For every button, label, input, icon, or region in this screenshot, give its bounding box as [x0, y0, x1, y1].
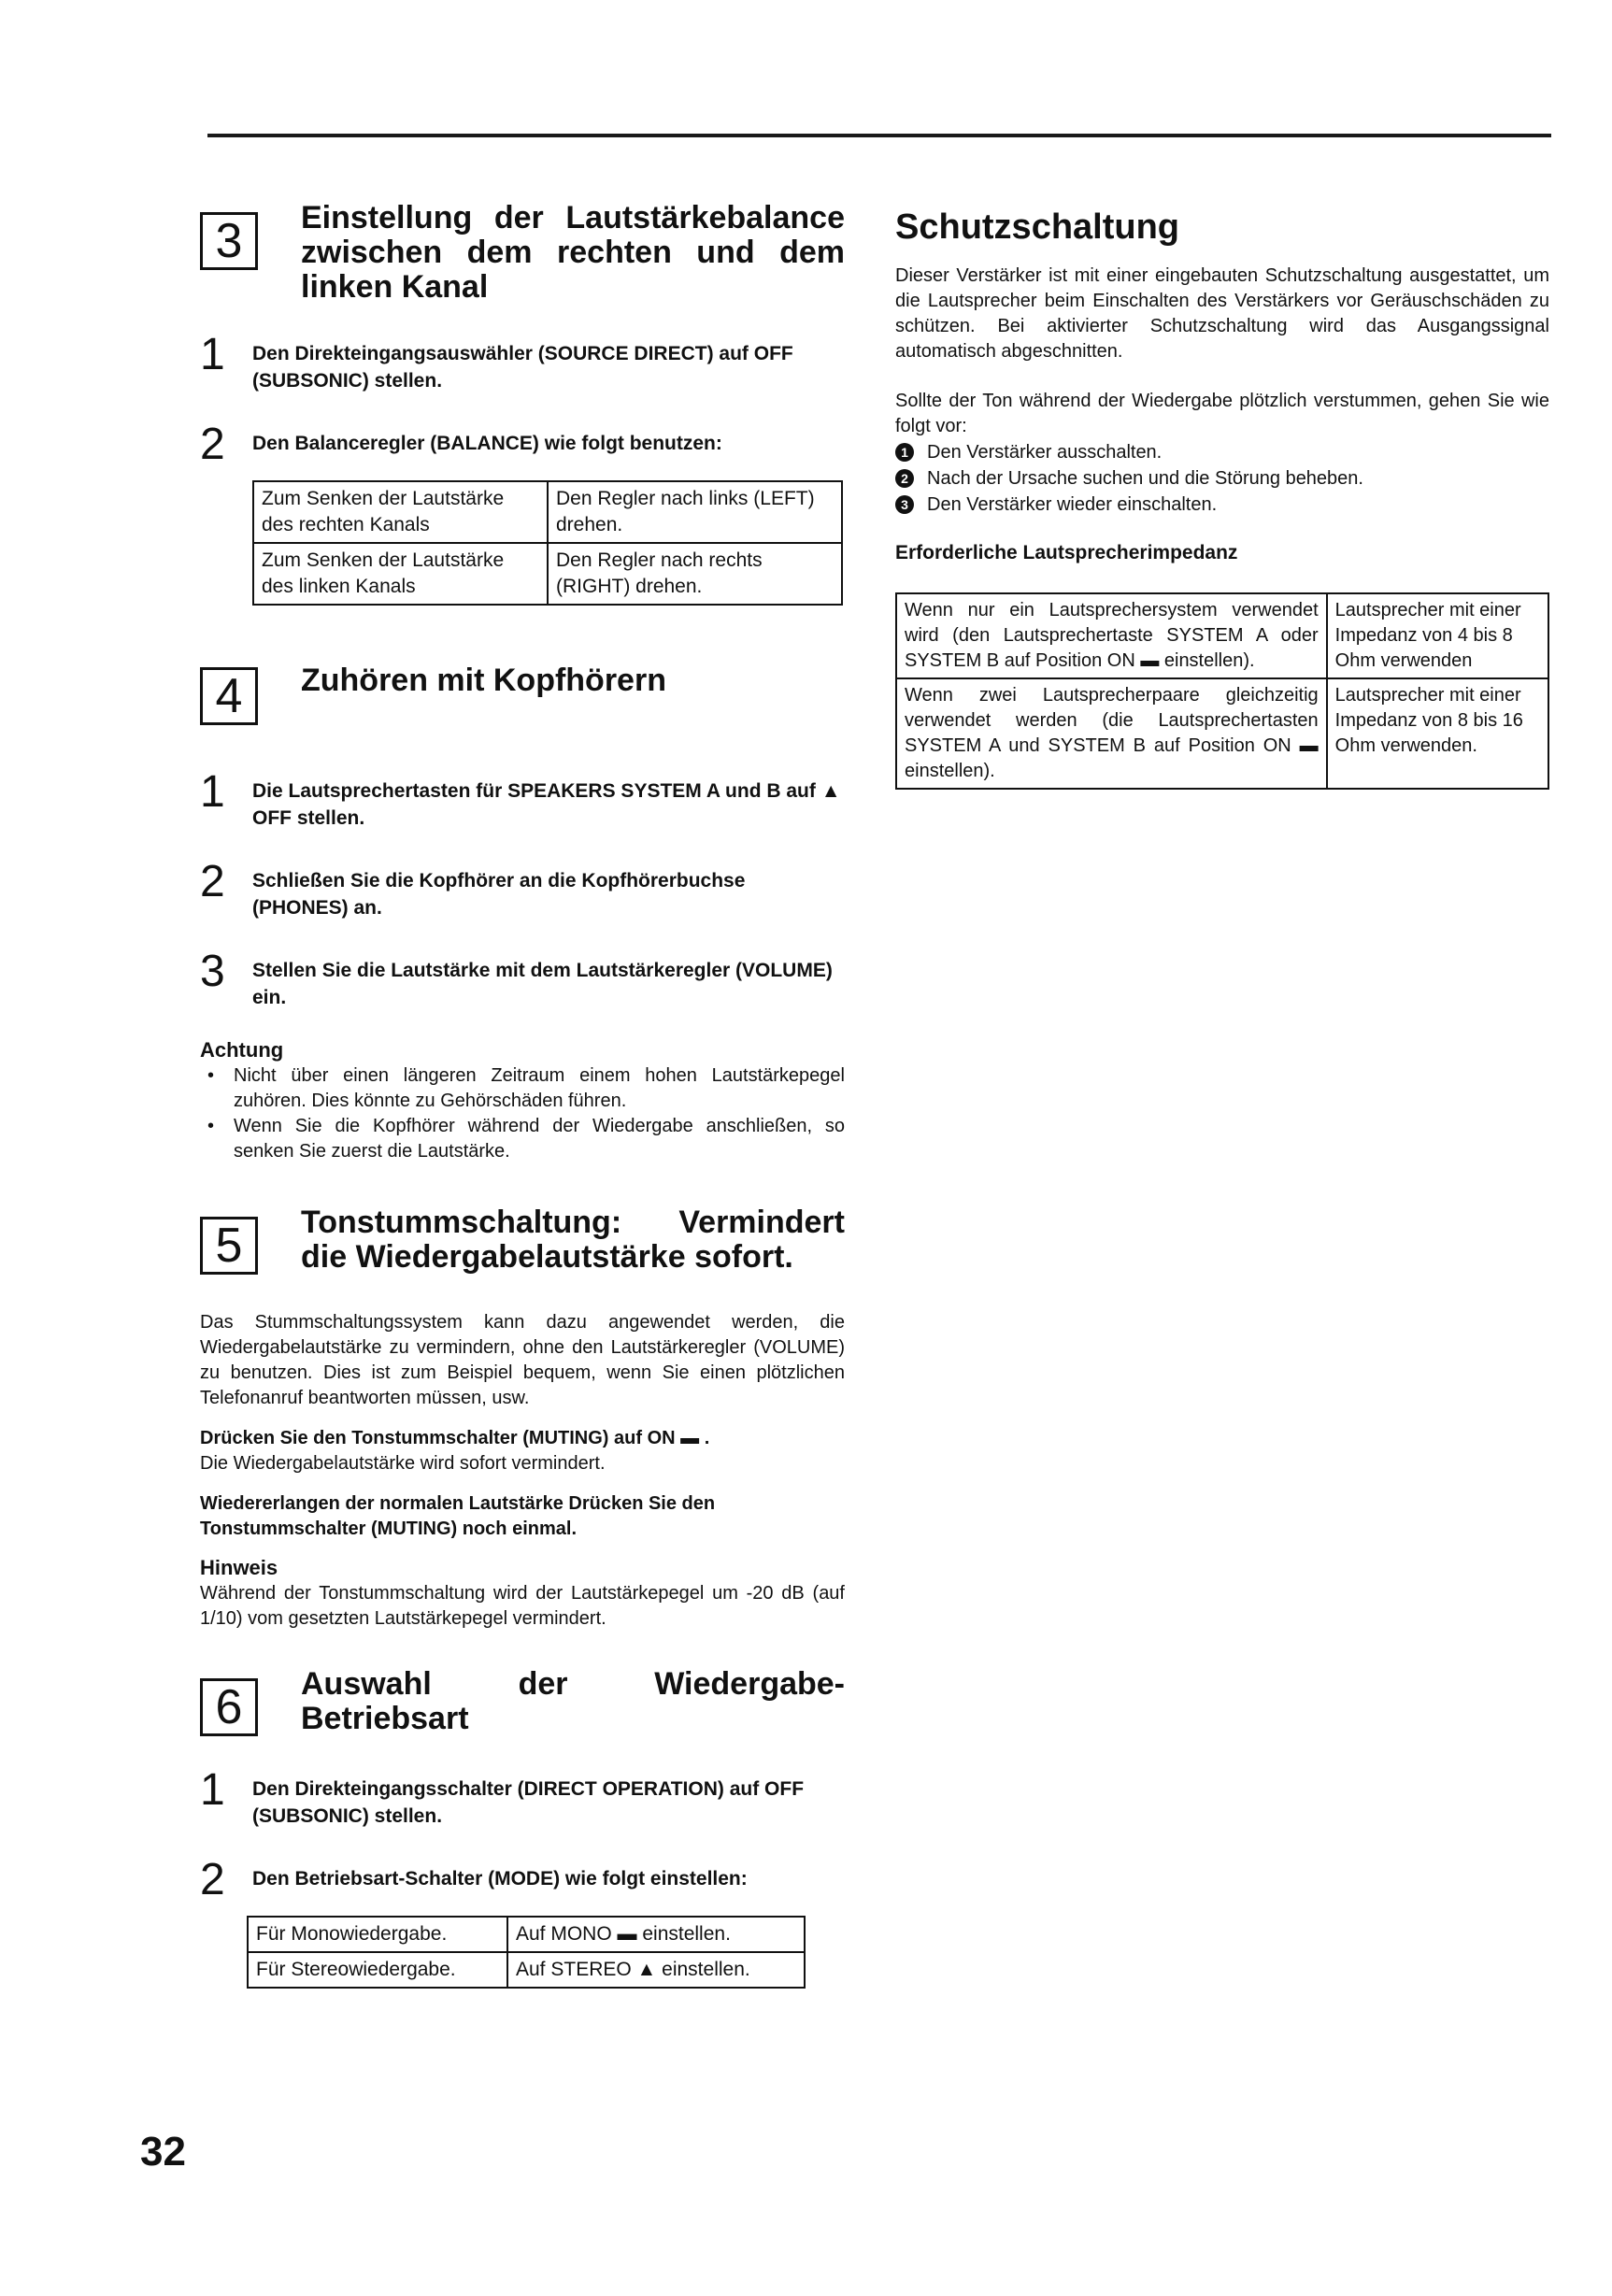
step-number: 1 [200, 330, 225, 379]
section-4-heading [200, 656, 845, 727]
step-text: Den Verstärker wieder einschalten. [927, 494, 1218, 515]
table-cell: Lautsprecher mit einer Impedanz von 4 bis 8 Ohm verwenden [1327, 593, 1548, 678]
list-item [895, 492, 1549, 518]
list-item [895, 439, 1549, 465]
section-6-heading [200, 1667, 845, 1738]
step-marker: 3 [895, 495, 914, 514]
list-item [200, 1063, 845, 1114]
table-cell: Lautsprecher mit einer Impedanz von 8 bis 16 Ohm verwenden. [1327, 678, 1548, 789]
table-cell: Zum Senken der Lautstärke des rechten Kanals [253, 481, 548, 543]
caution-label: Achtung [200, 1038, 284, 1062]
table-cell: Den Regler nach rechts (RIGHT) drehen. [548, 543, 842, 605]
impedance-label: Erforderliche Lautsprecherimpedanz [895, 542, 1238, 563]
step-text: Den Direkteingangsschalter (DIRECT OPERATION) auf OFF (SUBSONIC) stellen. [252, 1778, 805, 1827]
impedance-table [895, 592, 1549, 790]
step-number: 1 [200, 1765, 225, 1815]
table-cell: Den Regler nach links (LEFT) drehen. [548, 481, 842, 543]
section-3-title: Einstellung der Lautstärkebalance zwischen dem rechten und dem linken Kanal [301, 200, 845, 305]
step-text: Schließen Sie die Kopfhörer an die Kopfhörerbuchse (PHONES) an. [252, 870, 746, 919]
page-number: 32 [140, 2129, 186, 2175]
muting-press-result: Die Wiedergabelautstärke wird sofort vermindert. [200, 1453, 606, 1474]
section-6-title: Auswahl der Wiedergabe-Betriebsart [301, 1666, 845, 1736]
section-number-3: 3 [200, 212, 258, 270]
section-4-title: Zuhören mit Kopfhörern [301, 663, 666, 698]
section-number-6: 6 [200, 1678, 258, 1736]
balance-table [252, 480, 843, 606]
protection-if-text: Sollte der Ton während der Wiedergabe plötzlich verstummen, gehen Sie wie folgt vor: [895, 391, 1549, 436]
sec4-step-1 [200, 768, 845, 832]
step-text: Stellen Sie die Lautstärke mit dem Lautstärkeregler (VOLUME) ein. [252, 960, 833, 1008]
sec3-step-2 [200, 421, 845, 473]
table-row [253, 543, 842, 605]
section-number-4: 4 [200, 667, 258, 725]
section-5-title: Tonstummschaltung: Vermindert die Wiedergabelautstärke sofort. [301, 1205, 845, 1275]
table-cell: Für Monowiedergabe. [248, 1917, 507, 1952]
hint-label: Hinweis [200, 1556, 278, 1579]
step-text: Den Verstärker ausschalten. [927, 442, 1163, 463]
step-text: Die Lautsprechertasten für SPEAKERS SYSTEM A und B auf ▲ OFF stellen. [252, 780, 841, 829]
left-column [200, 201, 845, 1989]
bullet: • [207, 1065, 215, 1086]
list-item [895, 465, 1549, 492]
muting-restore: Wiedererlangen der normalen Lautstärke Drücken Sie den Tonstummschalter (MUTING) noch einmal. [200, 1493, 716, 1539]
bullet: • [207, 1116, 215, 1136]
table-cell: Für Stereowiedergabe. [248, 1952, 507, 1988]
muting-intro: Das Stummschaltungssystem kann dazu angewendet werden, die Wiedergabelautstärke zu vermindern, ohne den Lautstärkeregler (VOLUME) zu benutzen. Dies ist zum Beispiel bequem, wenn Sie einen plötzlichen Telefonanruf beantworten müssen, usw. [200, 1312, 845, 1408]
table-cell: Zum Senken der Lautstärke des linken Kanals [253, 543, 548, 605]
step-text: Nach der Ursache suchen und die Störung beheben. [927, 468, 1363, 489]
protection-title: Schutzschaltung [895, 207, 1180, 247]
step-marker: 1 [895, 443, 914, 462]
muting-press: Drücken Sie den Tonstummschalter (MUTING) auf ON ▬ . [200, 1428, 710, 1448]
right-column [895, 206, 1549, 790]
table-row [896, 593, 1548, 678]
table-cell: Wenn nur ein Lautsprechersystem verwendet wird (den Lautsprechertaste SYSTEM A oder SYSTEM B auf Position ON ▬ einstellen). [896, 593, 1327, 678]
sec4-step-3 [200, 948, 845, 1011]
hint-text: Während der Tonstummschaltung wird der Lautstärkepegel um -20 dB (auf 1/10) vom gesetzten Lautstärkepegel vermindert. [200, 1583, 845, 1629]
step-number: 2 [200, 857, 225, 906]
table-cell: Auf STEREO ▲ einstellen. [507, 1952, 805, 1988]
table-cell: Wenn zwei Lautsprecherpaare gleichzeitig verwendet werden (die Lautsprechertasten SYSTEM A und SYSTEM B auf Position ON ▬ einstellen). [896, 678, 1327, 789]
list-item [200, 1114, 845, 1164]
sec3-step-1 [200, 331, 845, 394]
table-row [248, 1952, 805, 1988]
step-marker: 2 [895, 469, 914, 488]
table-cell: Auf MONO ▬ einstellen. [507, 1917, 805, 1952]
caution-text: Wenn Sie die Kopfhörer während der Wiedergabe anschließen, so senken Sie zuerst die Lautstärke. [234, 1116, 845, 1162]
step-number: 2 [200, 420, 225, 469]
table-row [896, 678, 1548, 789]
section-number-5: 5 [200, 1217, 258, 1275]
sec6-step-1 [200, 1766, 845, 1830]
section-5-heading [200, 1205, 845, 1276]
section-3-heading [200, 201, 845, 305]
caution-list [200, 1063, 845, 1164]
mode-table [247, 1916, 806, 1989]
step-text: Den Balanceregler (BALANCE) wie folgt benutzen: [252, 433, 722, 454]
sec4-step-2 [200, 858, 845, 921]
step-number: 3 [200, 947, 225, 996]
table-row [253, 481, 842, 543]
top-rule [207, 134, 1551, 137]
step-text: Den Direkteingangsauswähler (SOURCE DIRECT) auf OFF (SUBSONIC) stellen. [252, 343, 793, 392]
step-number: 2 [200, 1855, 225, 1904]
protection-steps [895, 439, 1549, 518]
step-text: Den Betriebsart-Schalter (MODE) wie folgt einstellen: [252, 1868, 748, 1890]
sec6-step-2 [200, 1856, 845, 1908]
step-number: 1 [200, 767, 225, 817]
caution-text: Nicht über einen längeren Zeitraum einem hohen Lautstärkepegel zuhören. Dies könnte zu Gehörschäden führen. [234, 1065, 845, 1111]
table-row [248, 1917, 805, 1952]
protection-intro: Dieser Verstärker ist mit einer eingebauten Schutzschaltung ausgestattet, um die Lautsprecher beim Einschalten des Verstärkers vor Geräuschschäden zu schützen. Bei aktivierter Schutzschaltung wird das Ausgangssignal automatisch abgeschnitten. [895, 265, 1549, 362]
